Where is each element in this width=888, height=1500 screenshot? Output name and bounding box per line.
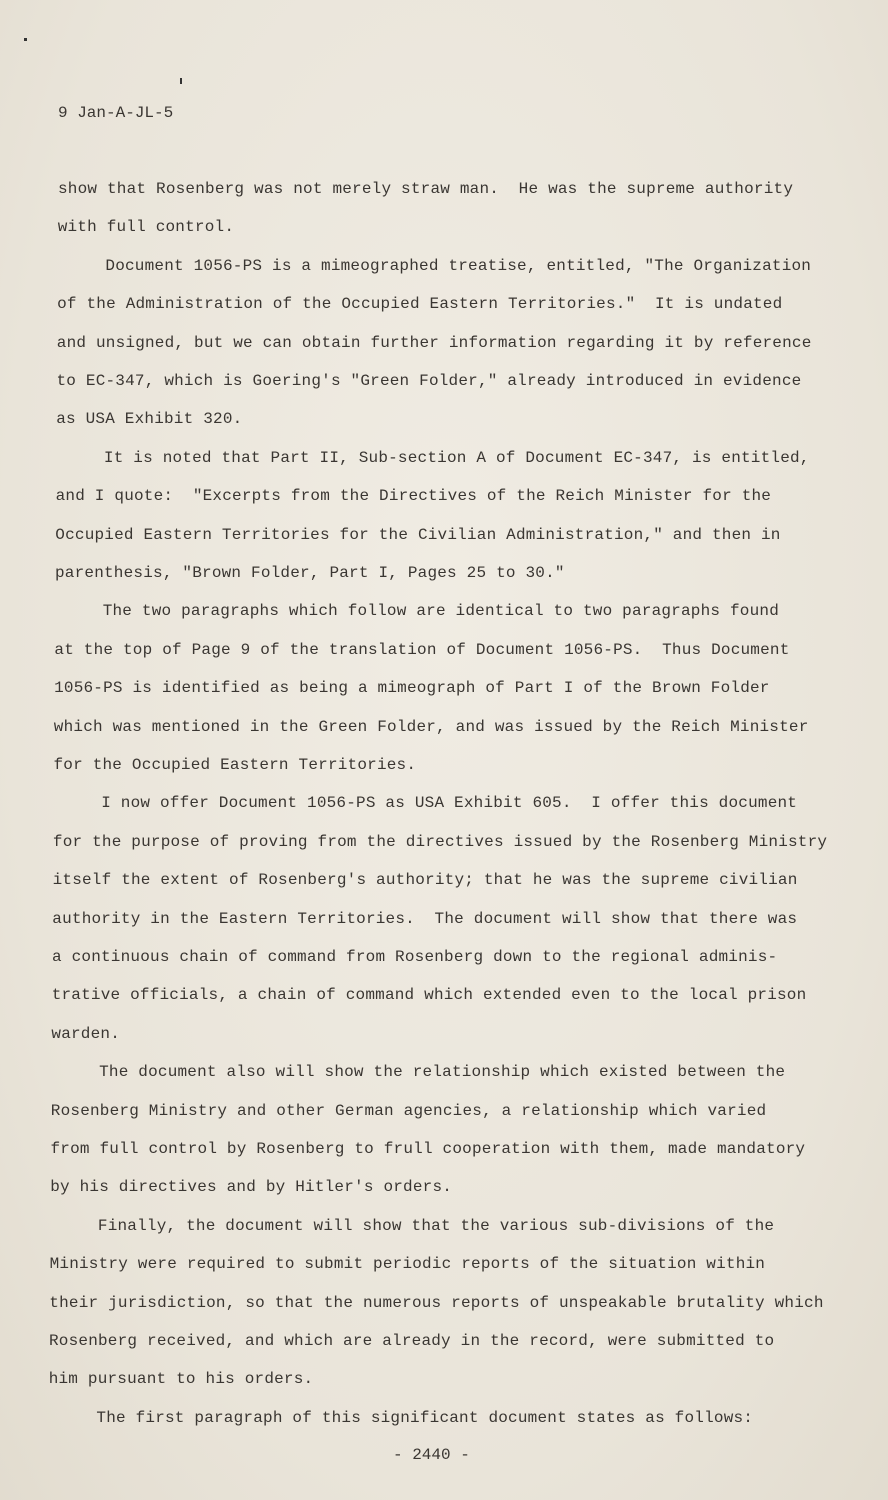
punch-mark bbox=[180, 78, 182, 84]
text-line: parenthesis, "Brown Folder, Part I, Pages 25 to 30." bbox=[55, 564, 565, 582]
punch-mark bbox=[24, 38, 27, 41]
text-line: show that Rosenberg was not merely straw man. He was the supreme authority bbox=[58, 180, 794, 198]
text-line: Rosenberg received, and which are already in the record, were submitted to bbox=[49, 1332, 775, 1350]
text-line: The first paragraph of this significant document states as follows: bbox=[96, 1408, 754, 1427]
text-line: at the top of Page 9 of the translation of Document 1056-PS. Thus Document bbox=[54, 640, 790, 659]
text-line: their jurisdiction, so that the numerous reports of unspeakable brutality which bbox=[49, 1293, 824, 1312]
text-line: with full control. bbox=[57, 218, 235, 237]
text-line: from full control by Rosenberg to frull cooperation with them, made mandatory bbox=[50, 1140, 806, 1158]
text-line: Finally, the document will show that the various sub-divisions of the bbox=[97, 1216, 775, 1235]
text-line: Document 1056-PS is a mimeographed treatise, entitled, "The Organization bbox=[105, 256, 812, 275]
text-line: It is noted that Part II, Sub-section A of Document EC-347, is entitled, bbox=[103, 448, 810, 467]
text-line: itself the extent of Rosenberg's authority; that he was the supreme civilian bbox=[52, 871, 798, 890]
text-line: warden. bbox=[51, 1024, 121, 1043]
text-line: and I quote: "Excerpts from the Directives of the Reich Minister for the bbox=[55, 487, 772, 506]
text-line: which was mentioned in the Green Folder, and was issued by the Reich Minister bbox=[53, 717, 809, 736]
text-line: by his directives and by Hitler's orders. bbox=[50, 1178, 453, 1197]
text-line: as USA Exhibit 320. bbox=[56, 410, 243, 429]
text-line: a continuous chain of command from Rosenberg down to the regional adminis- bbox=[52, 948, 778, 966]
text-line: for the purpose of proving from the directives issued by the Rosenberg Ministry bbox=[52, 832, 828, 851]
text-line: Ministry were required to submit periodic reports of the situation within bbox=[49, 1255, 766, 1274]
text-line: him pursuant to his orders. bbox=[48, 1370, 314, 1389]
text-line: for the Occupied Eastern Territories. bbox=[53, 756, 417, 774]
text-line: 1056-PS is identified as being a mimeograph of Part I of the Brown Folder bbox=[54, 679, 770, 698]
page-number: - 2440 - bbox=[393, 1446, 470, 1464]
text-line: and unsigned, but we can obtain further information regarding it by reference bbox=[56, 333, 812, 352]
text-line: authority in the Eastern Territories. The document will show that there was bbox=[52, 909, 798, 928]
document-reference: 9 Jan-A-JL-5 bbox=[58, 104, 174, 122]
text-line: of the Administration of the Occupied Eastern Territories." It is undated bbox=[57, 295, 783, 314]
text-line: I now offer Document 1056-PS as USA Exhibit 605. I offer this document bbox=[101, 794, 798, 813]
text-line: Rosenberg Ministry and other German agencies, a relationship which varied bbox=[50, 1101, 767, 1120]
text-line: The two paragraphs which follow are identical to two paragraphs found bbox=[102, 602, 779, 621]
text-line: The document also will show the relationship which existed between the bbox=[99, 1063, 786, 1082]
text-line: to EC-347, which is Goering's "Green Folder," already introduced in evidence bbox=[56, 372, 802, 390]
text-line: trative officials, a chain of command which extended even to the local prison bbox=[51, 986, 807, 1005]
text-line: Occupied Eastern Territories for the Civilian Administration," and then in bbox=[55, 525, 781, 544]
